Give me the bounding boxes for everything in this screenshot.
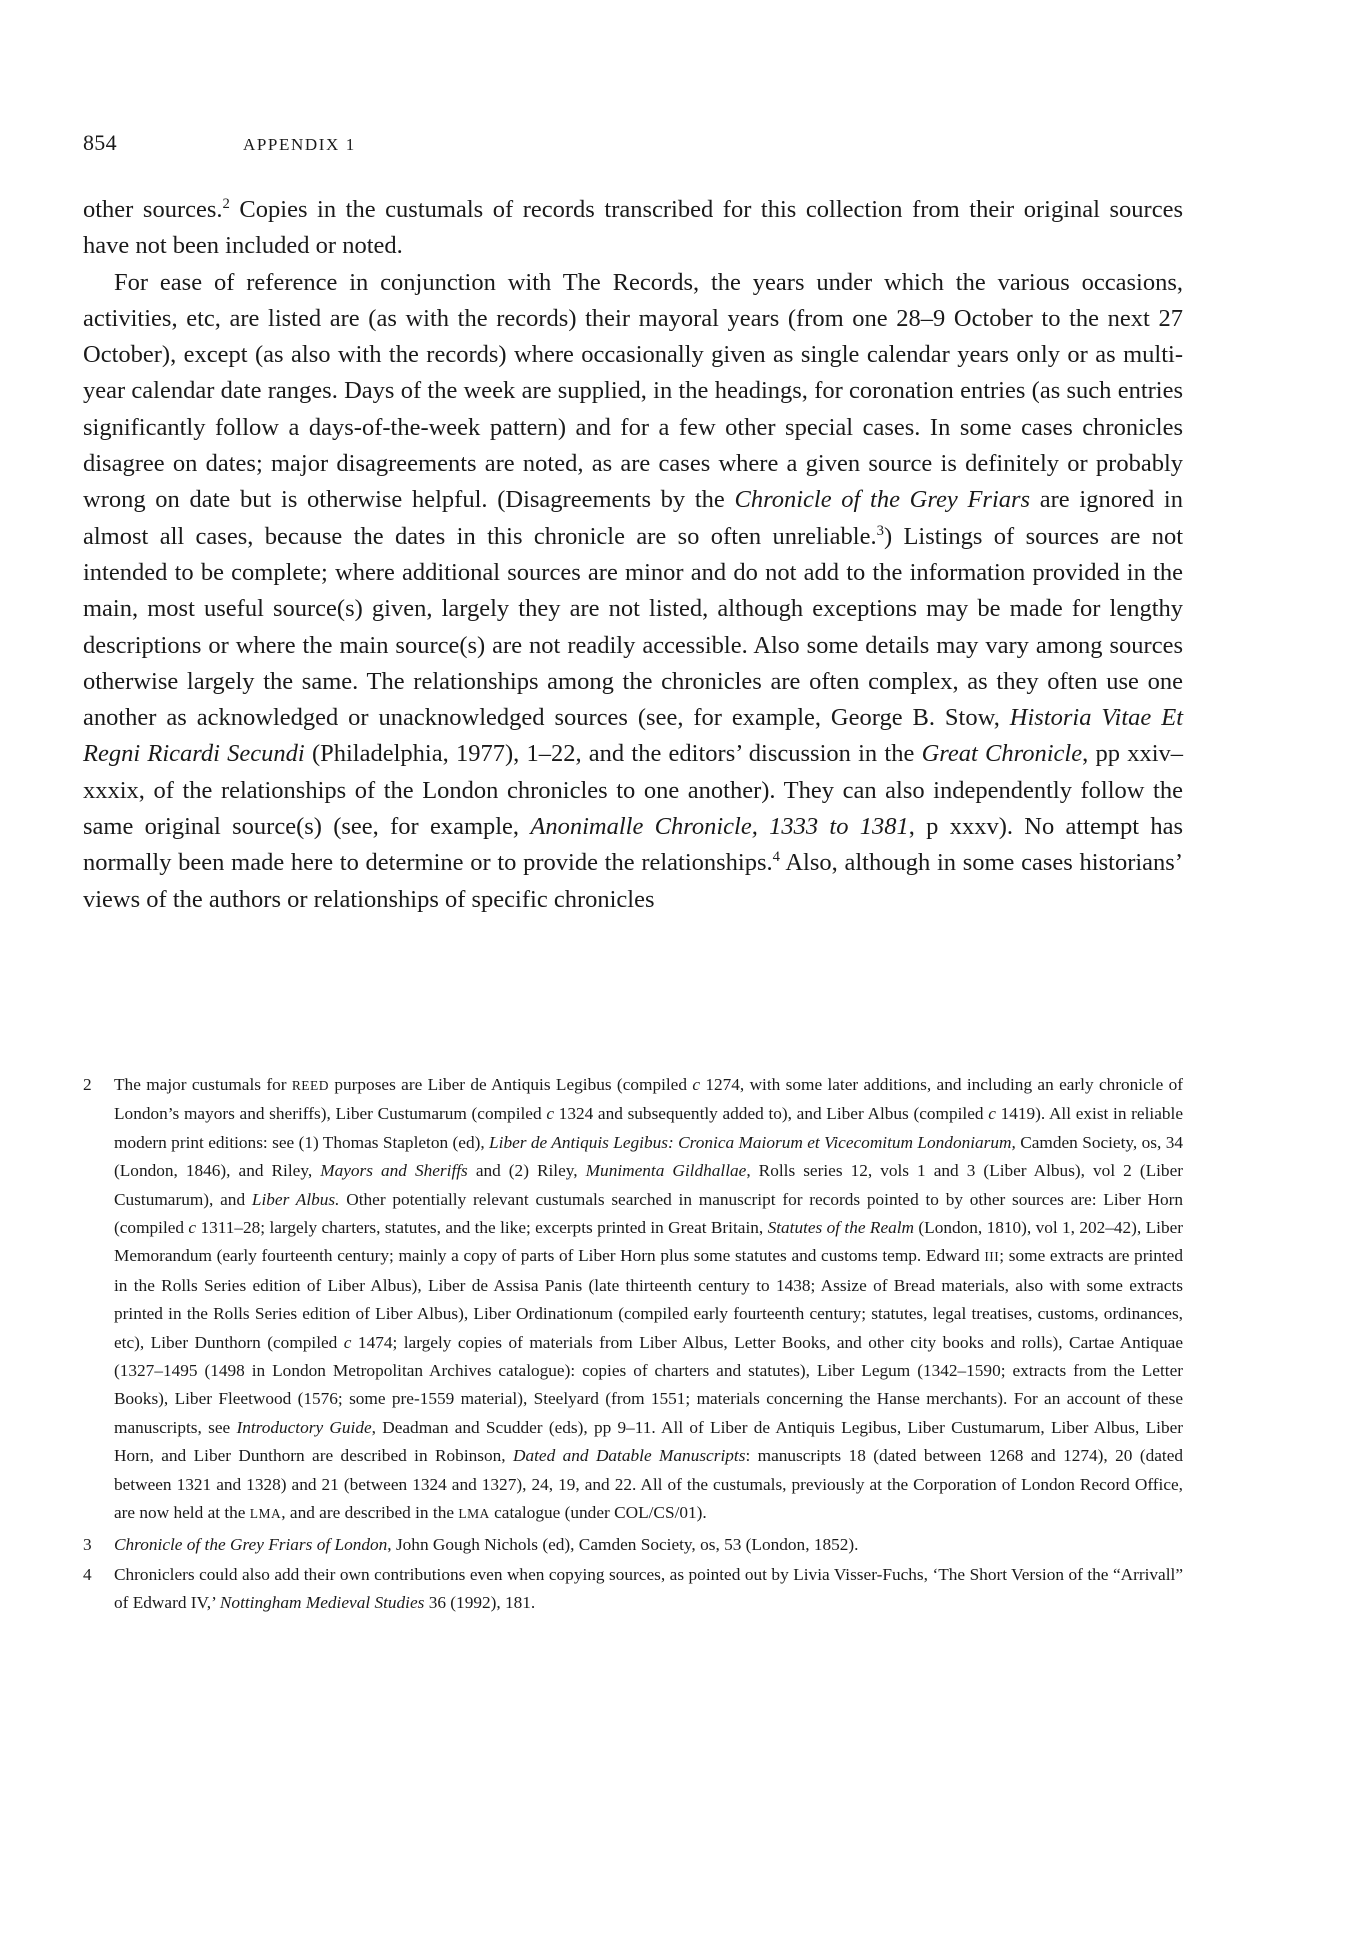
italic-title: Chronicle of the Grey Friars: [734, 486, 1031, 514]
page-number: 854: [83, 130, 117, 155]
italic-title: Introductory Guide: [236, 1417, 372, 1437]
footnote-ref-2[interactable]: 2: [222, 196, 230, 213]
footnote-ref-4[interactable]: 4: [772, 849, 780, 866]
italic-title: Liber de Antiquis Legibus: Cronica Maiorum et Vicecomitum Londoniarum,: [489, 1132, 1016, 1152]
body-text: [83, 192, 1183, 918]
text-run: , John Gough Nichols (ed), Camden Society, os, 53 (London, 1852).: [387, 1534, 859, 1554]
text-run: ; some extracts are printed in the Rolls Series edition of Liber Albus), Liber de Assisa Panis (late thirteenth century to 1438; Assize of Bread materials, also with some extracts printed in the Rolls Series edition of Liber Albus), Liber Ordinationum (compiled early fourteenth century; statutes, legal treatises, customs, ordinances, etc), Liber Dunthorn (compiled: [114, 1246, 1183, 1352]
italic-title: Mayors and Sheriffs: [320, 1161, 468, 1181]
italic-title: Historia Vitae Et Regni Ricardi Secundi: [83, 704, 1183, 768]
footnote-2: [83, 1071, 1183, 1529]
italic-title: Dated and Datable Manuscripts: [512, 1446, 746, 1466]
footnote-ref-3[interactable]: 3: [876, 522, 884, 539]
italic-circa: c: [188, 1218, 197, 1238]
text-run: (Philadelphia, 1977), 1–22, and the editors’ discussion in the: [304, 740, 922, 768]
footnote-number: 4: [83, 1564, 92, 1584]
italic-title: Great Chronicle: [921, 740, 1083, 768]
text-run: Other potentially relevant custumals searched in manuscript for records pointed to by other sources are: Liber Horn (compiled: [114, 1189, 1184, 1238]
italic-circa: c: [988, 1104, 996, 1124]
footnote-text: [114, 1531, 1183, 1559]
paragraph-1: [83, 192, 1183, 265]
small-caps: LMA: [458, 1506, 490, 1522]
text-run: Also, although in some cases historians’ views of the authors or relationships of specific chronicles: [83, 849, 1183, 913]
italic-circa: c: [343, 1332, 352, 1352]
italic-title: Munimenta Gildhallae: [585, 1161, 747, 1181]
small-caps: III: [984, 1249, 1000, 1265]
text-run: catalogue (under COL/CS/01).: [489, 1503, 707, 1523]
text-run: are ignored in almost all cases, because the dates in this chronicle are so often unreliable.: [83, 486, 1183, 550]
footnote-number: 2: [83, 1075, 92, 1094]
text-run: , p xxxv). No attempt has normally been made here to determine or to provide the relationships.: [83, 813, 1183, 877]
italic-title: Liber Albus.: [251, 1189, 340, 1209]
text-run: , pp xxiv–xxxix, of the relationships of the London chronicles to one another). They can also independently follow the same original source(s) (see, for example,: [83, 740, 1184, 841]
small-caps: LMA: [249, 1506, 282, 1522]
text-run: 1474; largely copies of materials from Liber Albus, Letter Books, and other city books and rolls), Cartae Antiquae (1327–1495 (1498 in London Metropolitan Archives catalogue): copies of charters and statutes), Liber Legum (1342–1590; extracts from the Letter Books), Liber Fleetwood (1576; some pre-1559 material), Steelyard (from 1551; materials concerning the Hanse merchants). For an account of these manuscripts, see: [114, 1332, 1183, 1437]
text-run: , and are described in the: [281, 1503, 459, 1523]
text-run: 1311–28; largely charters, statutes, and the like; excerpts printed in Great Britain,: [196, 1218, 768, 1238]
italic-circa: c: [692, 1075, 701, 1094]
italic-title: Anonimalle Chronicle, 1333 to 1381: [530, 813, 909, 841]
italic-title: Chronicle of the Grey Friars of London: [114, 1534, 388, 1554]
text-run: and (2) Riley,: [467, 1161, 586, 1181]
footnote-text: [114, 1071, 1183, 1529]
text-run: : manuscripts 18 (dated between 1268 and 1274), 20 (dated between 1321 and 1328) and 21 (between 1324 and 1327), 24, 19, and 22. All of the custumals, previously at the Corporation of London Record Office, are now held at the: [114, 1446, 1184, 1523]
text-run: Camden Society, os, 34 (London, 1846), and Riley,: [114, 1132, 1183, 1181]
italic-title: Nottingham Medieval Studies: [219, 1593, 425, 1613]
italic-circa: c: [546, 1104, 554, 1124]
running-head: [83, 130, 1183, 162]
section-title: APPENDIX 1: [243, 135, 356, 154]
footnote-number: 3: [83, 1534, 92, 1554]
text-run: (London, 1810), vol 1, 202–42), Liber Memorandum (early fourteenth century; mainly a copy of parts of Liber Horn plus some statutes and customs temp. Edward: [114, 1218, 1184, 1266]
text-run: purposes are Liber de Antiquis Legibus (compiled: [329, 1075, 693, 1094]
small-caps: REED: [291, 1078, 330, 1093]
footnote-3: [83, 1531, 1183, 1559]
text-run: Chroniclers could also add their own contributions even when copying sources, as pointed out by Livia Visser-Fuchs, ‘The Short Version of the “Arrivall” of Edward IV,’: [114, 1564, 1183, 1613]
text-run: 1274, with some later additions, and including an early chronicle of London’s mayors and sheriffs), Liber Custumarum (compiled: [114, 1075, 1183, 1124]
text-run: , Deadman and Scudder (eds), pp 9–11. All of Liber de Antiquis Legibus, Liber Custumarum, Liber Albus, Liber Horn, and Liber Dunthorn are described in Robinson,: [114, 1417, 1184, 1466]
text-run: 36 (1992), 181.: [424, 1593, 536, 1613]
text-run: 1419). All exist in reliable modern print editions: see (1) Thomas Stapleton (ed),: [114, 1104, 1183, 1152]
footnotes: [83, 1071, 1183, 1620]
text-run: other sources.: [83, 196, 223, 223]
paragraph-2: [83, 265, 1183, 918]
italic-title: Statutes of the Realm: [767, 1218, 915, 1238]
text-run: For ease of reference in conjunction with The Records, the years under which the various occasions, activities, etc, are listed are (as with the records) their mayoral years (from one 28–9 October to the next 27 October), except (as also with the records) where occasionally given as single calendar years only or as multi-year calendar date ranges. Days of the week are supplied, in the headings, for coronation entries (as such entries significantly follow a days-of-the-week pattern) and for a few other special cases. In some cases chronicles disagree on dates; major disagreements are noted, as are cases where a given source is definitely or probably wrong on date but is otherwise helpful. (Disagreements by the: [83, 268, 1183, 514]
text-run: , Rolls series 12, vols 1 and 3 (Liber Albus), vol 2 (Liber Custumarum), and: [114, 1161, 1183, 1209]
text-run: 1324 and subsequently added to), and Liber Albus (compiled: [553, 1104, 989, 1124]
footnote-4: [83, 1561, 1183, 1618]
text-run: The major custumals for: [114, 1075, 292, 1094]
text-run: Copies in the custumals of records transcribed for this collection from their original sources have not been included or noted.: [83, 196, 1183, 260]
footnote-text: [114, 1561, 1183, 1618]
text-run: ) Listings of sources are not intended to be complete; where additional sources are minor and do not add to the information provided in the main, most useful source(s) given, largely they are not listed, although exceptions may be made for lengthy descriptions or where the main source(s) are not readily accessible. Also some details may vary among sources otherwise largely the same. The relationships among the chronicles are often complex, as they often use one another as acknowledged or unacknowledged sources (see, for example, George B. Stow,: [83, 522, 1183, 732]
